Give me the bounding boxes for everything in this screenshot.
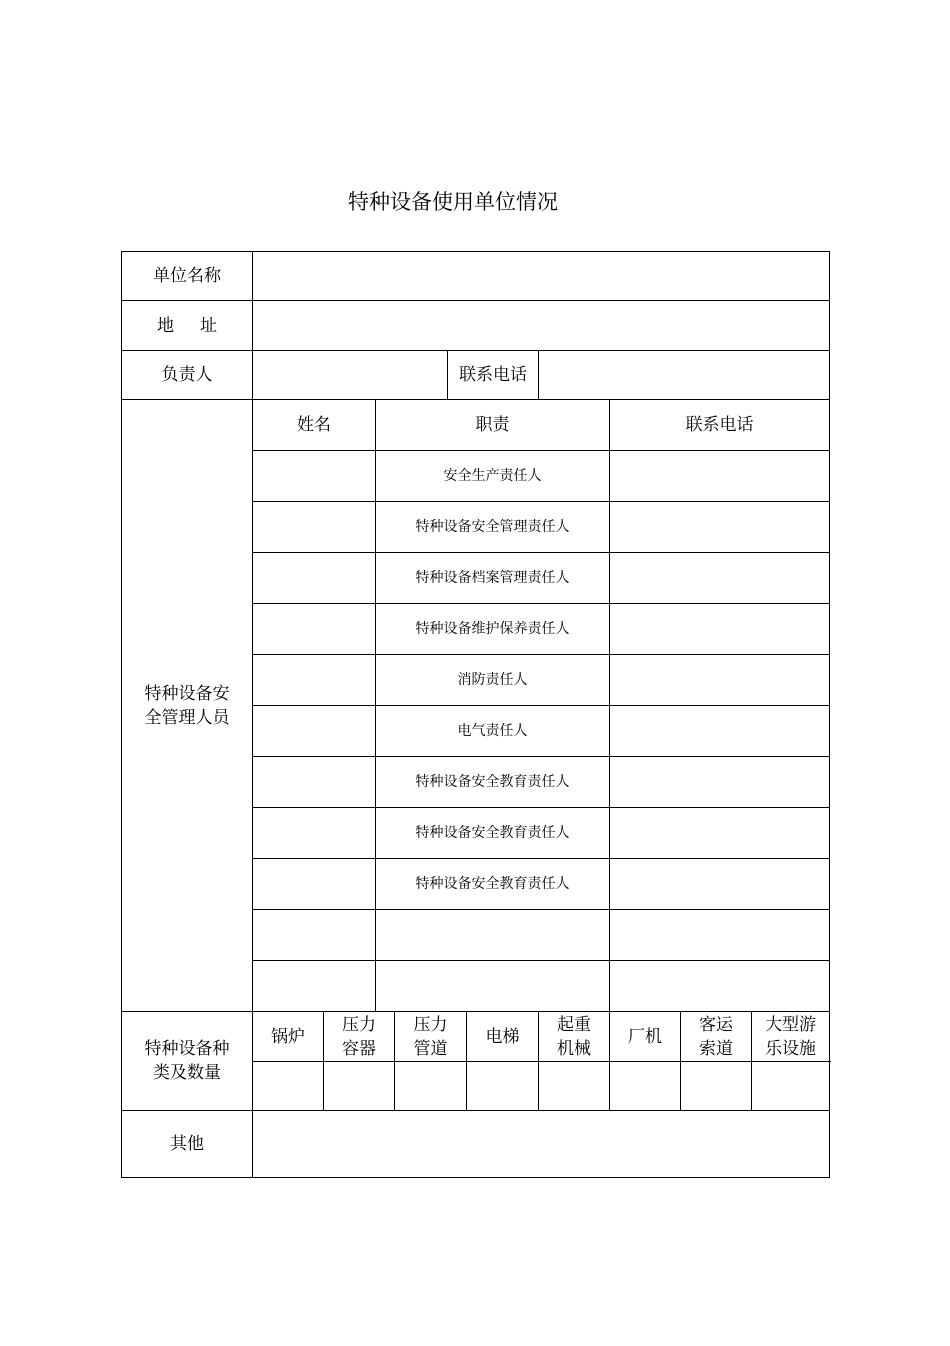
staff-phone-field[interactable] [610,859,830,910]
staff-name-field[interactable] [253,604,376,655]
unit-name-row [122,252,830,301]
staff-name-field[interactable] [253,859,376,910]
equipment-type-row [122,1012,830,1062]
staff-duty: 特种设备安全管理责任人 [376,502,610,553]
staff-phone-field[interactable] [610,604,830,655]
equipment-quantity-field[interactable] [610,1062,681,1111]
equipment-label: 特种设备种 类及数量 [122,1012,253,1111]
staff-name-field[interactable] [253,808,376,859]
equipment-quantity-field[interactable] [467,1062,539,1111]
staff-name-field[interactable] [253,910,376,961]
staff-duty: 特种设备安全教育责任人 [376,757,610,808]
contact-phone-field[interactable] [539,351,830,400]
equipment-type-amusement: 大型游 乐设施 [752,1012,830,1062]
equipment-type-elevator: 电梯 [467,1012,539,1062]
phone-header: 联系电话 [610,400,830,451]
equipment-type-pressure-pipe: 压力 管道 [395,1012,467,1062]
equipment-type-ropeway: 客运 索道 [681,1012,752,1062]
equipment-quantity-field[interactable] [253,1062,324,1111]
document-title: 特种设备使用单位情况 [348,190,558,214]
equipment-type-crane: 起重 机械 [539,1012,610,1062]
safety-staff-label: 特种设备安 全管理人员 [122,400,253,1012]
equipment-quantity-field[interactable] [752,1062,830,1111]
other-label: 其他 [122,1111,253,1178]
staff-duty: 特种设备维护保养责任人 [376,604,610,655]
unit-name-label: 单位名称 [122,252,253,301]
staff-phone-field[interactable] [610,910,830,961]
other-field[interactable] [253,1111,830,1178]
equipment-type-vehicle: 厂机 [610,1012,681,1062]
address-field[interactable] [253,301,830,351]
duty-header: 职责 [376,400,610,451]
staff-name-field[interactable] [253,706,376,757]
staff-name-field[interactable] [253,961,376,1012]
staff-duty: 特种设备安全教育责任人 [376,859,610,910]
equipment-type-boiler: 锅炉 [253,1012,324,1062]
staff-phone-field[interactable] [610,655,830,706]
staff-duty: 特种设备档案管理责任人 [376,553,610,604]
staff-phone-field[interactable] [610,961,830,1012]
equipment-type-pressure-vessel: 压力 容器 [324,1012,395,1062]
staff-header-row [122,400,830,451]
equipment-quantity-field[interactable] [681,1062,752,1111]
unit-name-field[interactable] [253,252,830,301]
staff-duty: 电气责任人 [376,706,610,757]
staff-name-field[interactable] [253,502,376,553]
name-header: 姓名 [253,400,376,451]
contact-phone-label: 联系电话 [448,351,539,400]
other-row [122,1111,830,1178]
equipment-quantity-field[interactable] [395,1062,467,1111]
equipment-quantity-field[interactable] [539,1062,610,1111]
staff-duty: 安全生产责任人 [376,451,610,502]
staff-name-field[interactable] [253,451,376,502]
staff-phone-field[interactable] [610,757,830,808]
staff-name-field[interactable] [253,757,376,808]
unit-info-form [121,251,830,1178]
staff-duty-field[interactable] [376,961,610,1012]
staff-duty-field[interactable] [376,910,610,961]
address-label: 地 址 [122,301,253,351]
equipment-quantity-field[interactable] [324,1062,395,1111]
person-in-charge-field[interactable] [253,351,448,400]
staff-name-field[interactable] [253,655,376,706]
address-row [122,301,830,351]
staff-phone-field[interactable] [610,502,830,553]
person-in-charge-row [122,351,830,400]
staff-phone-field[interactable] [610,451,830,502]
staff-duty: 消防责任人 [376,655,610,706]
staff-phone-field[interactable] [610,706,830,757]
staff-phone-field[interactable] [610,808,830,859]
person-in-charge-label: 负责人 [122,351,253,400]
staff-phone-field[interactable] [610,553,830,604]
staff-name-field[interactable] [253,553,376,604]
staff-duty: 特种设备安全教育责任人 [376,808,610,859]
